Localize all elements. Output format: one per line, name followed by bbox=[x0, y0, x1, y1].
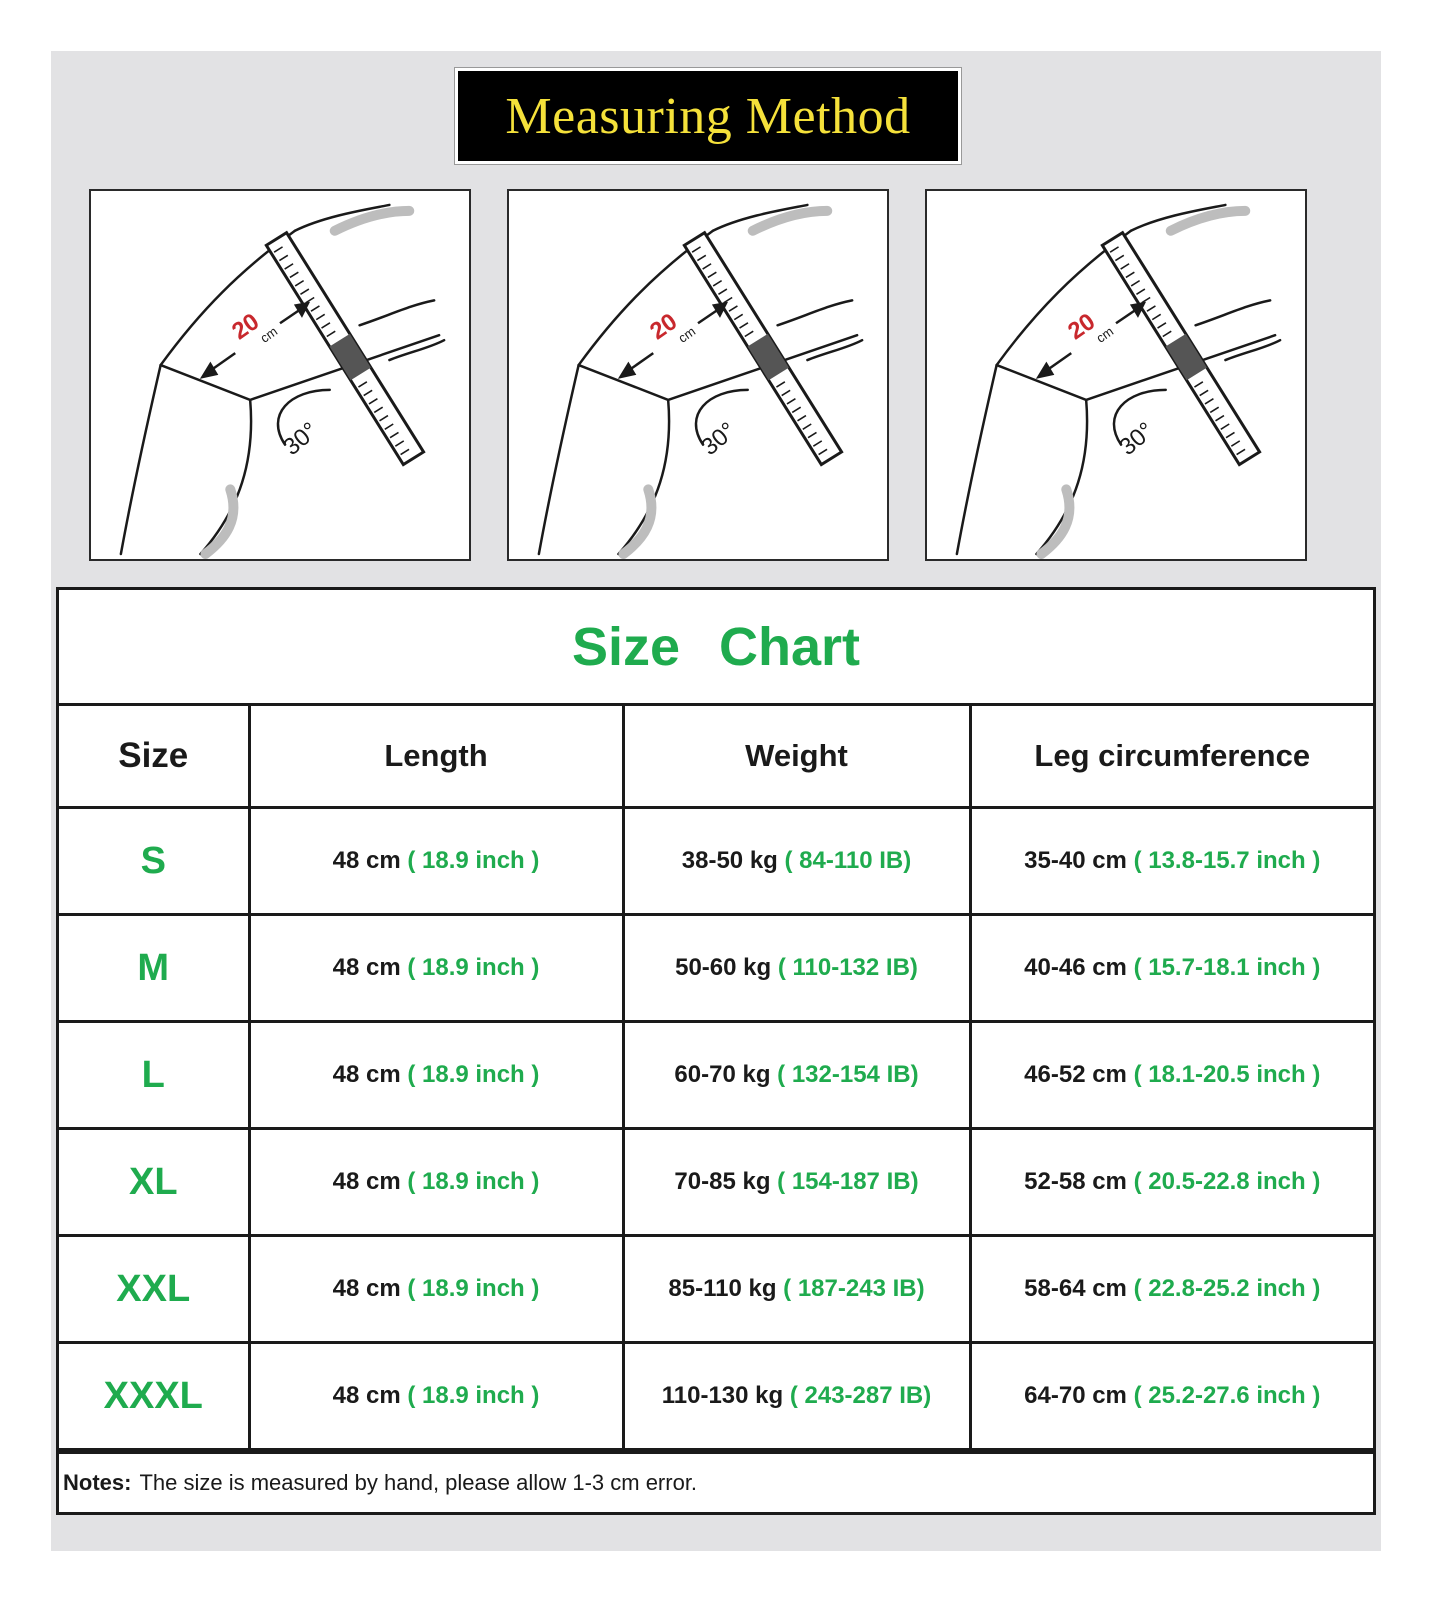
leg-value: 52-58 cm bbox=[1024, 1168, 1127, 1195]
header-length: Length bbox=[249, 706, 623, 808]
length-value: 48 cm bbox=[332, 1168, 401, 1195]
knee-measure-illustration bbox=[509, 191, 887, 559]
leg-inch-value: ( 25.2-27.6 inch ) bbox=[1133, 1382, 1321, 1409]
length-value: 48 cm bbox=[332, 847, 401, 874]
knee-diagram-3 bbox=[925, 189, 1307, 561]
distance-value-label: 20 bbox=[645, 308, 683, 346]
length-inch-value: ( 18.9 inch ) bbox=[407, 1382, 540, 1409]
notes-label: Notes: bbox=[63, 1469, 132, 1495]
leg-inch-value: ( 13.8-15.7 inch ) bbox=[1133, 847, 1321, 874]
distance-value-label: 20 bbox=[227, 308, 265, 346]
length-inch-value: ( 18.9 inch ) bbox=[407, 1275, 540, 1302]
weight-lb-value: ( 187-243 IB) bbox=[783, 1275, 925, 1302]
length-inch-value: ( 18.9 inch ) bbox=[407, 954, 540, 981]
table-row bbox=[59, 1129, 1373, 1236]
weight-cell bbox=[623, 808, 970, 915]
weight-cell bbox=[623, 1343, 970, 1450]
length-inch-value: ( 18.9 inch ) bbox=[407, 847, 540, 874]
distance-value-label: 20 bbox=[1063, 308, 1101, 346]
weight-cell bbox=[623, 1129, 970, 1236]
leg-inch-value: ( 18.1-20.5 inch ) bbox=[1133, 1061, 1321, 1088]
leg-cell bbox=[970, 1236, 1373, 1343]
notes-text: The size is measured by hand, please allow 1-3 cm error. bbox=[139, 1469, 698, 1495]
length-inch-value: ( 18.9 inch ) bbox=[407, 1061, 540, 1088]
measuring-frame bbox=[51, 51, 1381, 1551]
weight-value: 50-60 kg bbox=[675, 954, 772, 981]
table-row bbox=[59, 1343, 1373, 1450]
length-cell bbox=[249, 915, 623, 1022]
length-inch-value: ( 18.9 inch ) bbox=[407, 1168, 540, 1195]
length-value: 48 cm bbox=[332, 1061, 401, 1088]
size-label: XXL bbox=[59, 1236, 249, 1343]
size-label: XL bbox=[59, 1129, 249, 1236]
leg-inch-value: ( 22.8-25.2 inch ) bbox=[1133, 1275, 1321, 1302]
size-table bbox=[59, 706, 1373, 1451]
header-leg-circumference: Leg circumference bbox=[970, 706, 1373, 808]
weight-cell bbox=[623, 1022, 970, 1129]
size-label: L bbox=[59, 1022, 249, 1129]
measuring-method-banner bbox=[458, 71, 958, 161]
size-label: XXXL bbox=[59, 1343, 249, 1450]
table-row bbox=[59, 808, 1373, 915]
leg-value: 35-40 cm bbox=[1024, 847, 1127, 874]
weight-value: 60-70 kg bbox=[674, 1061, 771, 1088]
leg-cell bbox=[970, 808, 1373, 915]
length-cell bbox=[249, 1343, 623, 1450]
leg-inch-value: ( 20.5-22.8 inch ) bbox=[1133, 1168, 1321, 1195]
weight-cell bbox=[623, 915, 970, 1022]
length-value: 48 cm bbox=[332, 954, 401, 981]
size-label: S bbox=[59, 808, 249, 915]
leg-cell bbox=[970, 915, 1373, 1022]
leg-inch-value: ( 15.7-18.1 inch ) bbox=[1133, 954, 1321, 981]
distance-unit-label: cm bbox=[257, 323, 281, 346]
size-chart bbox=[56, 587, 1376, 1515]
knee-measure-illustration bbox=[927, 191, 1305, 559]
weight-value: 38-50 kg bbox=[681, 847, 778, 874]
knee-diagram-1 bbox=[89, 189, 471, 561]
leg-value: 64-70 cm bbox=[1024, 1382, 1127, 1409]
leg-value: 40-46 cm bbox=[1024, 954, 1127, 981]
size-chart-title: Size Chart bbox=[59, 590, 1373, 706]
length-value: 48 cm bbox=[332, 1382, 401, 1409]
knee-measure-illustration bbox=[91, 191, 469, 559]
length-value: 48 cm bbox=[332, 1275, 401, 1302]
header-size: Size bbox=[59, 706, 249, 808]
size-label: M bbox=[59, 915, 249, 1022]
banner-title: Measuring Method bbox=[505, 87, 911, 145]
length-cell bbox=[249, 808, 623, 915]
leg-cell bbox=[970, 1129, 1373, 1236]
weight-lb-value: ( 154-187 IB) bbox=[777, 1168, 919, 1195]
length-cell bbox=[249, 1022, 623, 1129]
angle-label: 30° bbox=[278, 417, 324, 461]
header-weight: Weight bbox=[623, 706, 970, 808]
angle-label: 30° bbox=[696, 417, 742, 461]
weight-value: 110-130 kg bbox=[661, 1382, 784, 1409]
distance-unit-label: cm bbox=[1093, 323, 1117, 346]
table-row bbox=[59, 915, 1373, 1022]
weight-lb-value: ( 84-110 IB) bbox=[784, 847, 912, 874]
leg-cell bbox=[970, 1343, 1373, 1450]
length-cell bbox=[249, 1236, 623, 1343]
leg-value: 58-64 cm bbox=[1024, 1275, 1127, 1302]
weight-lb-value: ( 243-287 IB) bbox=[789, 1382, 932, 1409]
table-header-row bbox=[59, 706, 1373, 808]
table-row bbox=[59, 1236, 1373, 1343]
size-notes bbox=[59, 1451, 1373, 1511]
leg-cell bbox=[970, 1022, 1373, 1129]
weight-value: 85-110 kg bbox=[668, 1275, 777, 1302]
weight-lb-value: ( 110-132 IB) bbox=[777, 954, 918, 981]
table-row bbox=[59, 1022, 1373, 1129]
angle-label: 30° bbox=[1114, 417, 1160, 461]
distance-unit-label: cm bbox=[675, 323, 699, 346]
weight-lb-value: ( 132-154 IB) bbox=[777, 1061, 919, 1088]
leg-value: 46-52 cm bbox=[1024, 1061, 1127, 1088]
weight-value: 70-85 kg bbox=[674, 1168, 771, 1195]
knee-diagram-2 bbox=[507, 189, 889, 561]
weight-cell bbox=[623, 1236, 970, 1343]
length-cell bbox=[249, 1129, 623, 1236]
